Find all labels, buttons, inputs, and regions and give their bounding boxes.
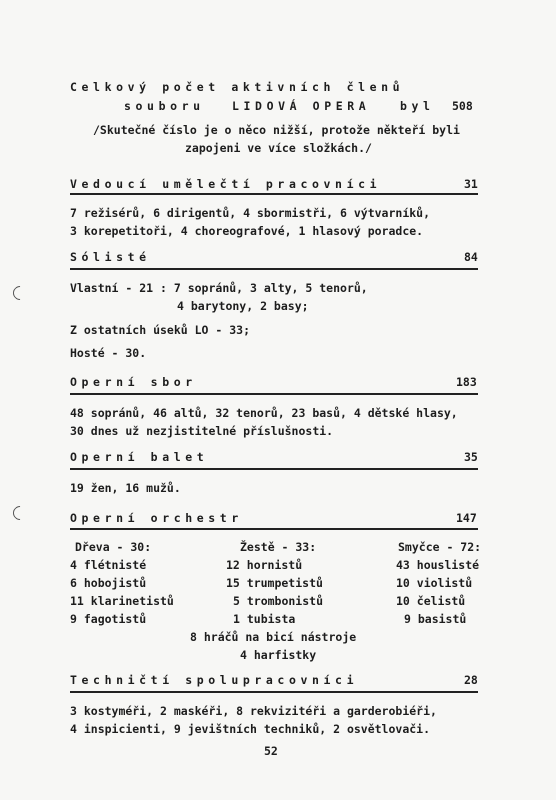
orchestra-item: 6 hobojistů <box>70 576 147 590</box>
orchestra-item: 10 violistů <box>396 576 473 590</box>
section-title-technical-staff: Techničtí spolupracovníci <box>70 673 359 687</box>
section-title-opera-orchestra: Operní orchestr <box>70 511 243 525</box>
intro-line-2-prefix: souboru <box>124 99 205 113</box>
section-line: Vlastní - 21 : 7 sopránů, 3 alty, 5 tenorů, <box>70 281 368 295</box>
orchestra-item: 1 tubista <box>233 612 296 626</box>
orchestra-extra: 8 hráčů na bicí nástroje <box>190 630 357 644</box>
orchestra-item: 5 trombonistů <box>233 594 324 608</box>
section-title-opera-chorus: Operní sbor <box>70 375 197 389</box>
section-title-lead-staff: Vedoucí umělečtí pracovníci <box>70 177 382 191</box>
orchestra-item: 11 klarinetistů <box>70 594 174 608</box>
punch-hole-top <box>10 283 30 303</box>
orchestra-item: 9 fagotistů <box>70 612 147 626</box>
intro-note-2: zapojeni ve více složkách./ <box>185 141 372 155</box>
orchestra-item: 9 basistů <box>404 612 467 626</box>
orchestra-col-head-woodwinds: Dřeva - 30: <box>75 540 152 554</box>
orchestra-col-head-brass: Žestě - 33: <box>240 540 317 554</box>
orchestra-col-head-strings: Smyčce - 72: <box>398 540 482 554</box>
punch-hole-bottom <box>10 503 30 523</box>
section-line: 3 korepetitoři, 4 choreografové, 1 hlasový poradce. <box>70 224 424 238</box>
section-title-opera-ballet: Operní balet <box>70 450 209 464</box>
section-divider <box>70 193 478 195</box>
section-line: 30 dnes už nezjistitelné příslušnosti. <box>70 424 334 438</box>
section-line: 7 režisérů, 6 dirigentů, 4 sbormistři, 6 výtvarníků, <box>70 206 431 220</box>
section-count-lead-staff: 31 <box>464 177 478 191</box>
page-number: 52 <box>264 744 278 758</box>
section-title-soloists: Sólisté <box>70 250 151 264</box>
section-line: 3 kostyméři, 2 maskéři, 8 rekvizitéři a garderobiéři, <box>70 704 437 718</box>
section-divider <box>70 393 478 395</box>
section-line: 48 sopránů, 46 altů, 32 tenorů, 23 basů, 4 dětské hlasy, <box>70 406 458 420</box>
section-line: Z ostatních úseků LO - 33; <box>70 323 251 337</box>
section-line: 4 inspicienti, 9 jevištních techniků, 2 osvětlovači. <box>70 722 431 736</box>
orchestra-item: 15 trumpetistů <box>226 576 323 590</box>
section-divider <box>70 268 478 270</box>
section-count-opera-chorus: 183 <box>456 375 477 389</box>
orchestra-item: 10 čelistů <box>396 594 466 608</box>
section-line: Hosté - 30. <box>70 346 147 360</box>
intro-line-1: Celkový počet aktivních členů <box>70 80 405 94</box>
section-line: 19 žen, 16 mužů. <box>70 481 181 495</box>
section-count-opera-orchestra: 147 <box>456 511 477 525</box>
orchestra-item: 12 hornistů <box>226 558 303 572</box>
ensemble-name: LIDOVÁ OPERA <box>232 99 371 113</box>
section-count-opera-ballet: 35 <box>464 450 478 464</box>
section-line: 4 barytony, 2 basy; <box>177 299 309 313</box>
orchestra-extra: 4 harfistky <box>240 648 317 662</box>
total-members: 508 <box>452 99 473 113</box>
section-count-soloists: 84 <box>464 250 478 264</box>
section-divider <box>70 528 478 530</box>
section-divider <box>70 691 478 693</box>
section-count-technical-staff: 28 <box>464 673 478 687</box>
orchestra-item: 4 flétnisté <box>70 558 147 572</box>
orchestra-item: 43 houslisté <box>396 558 480 572</box>
intro-line-2-suffix: byl <box>400 99 435 113</box>
intro-note-1: /Skutečné číslo je o něco nižší, protože někteří byli <box>93 123 460 137</box>
section-divider <box>70 468 478 470</box>
